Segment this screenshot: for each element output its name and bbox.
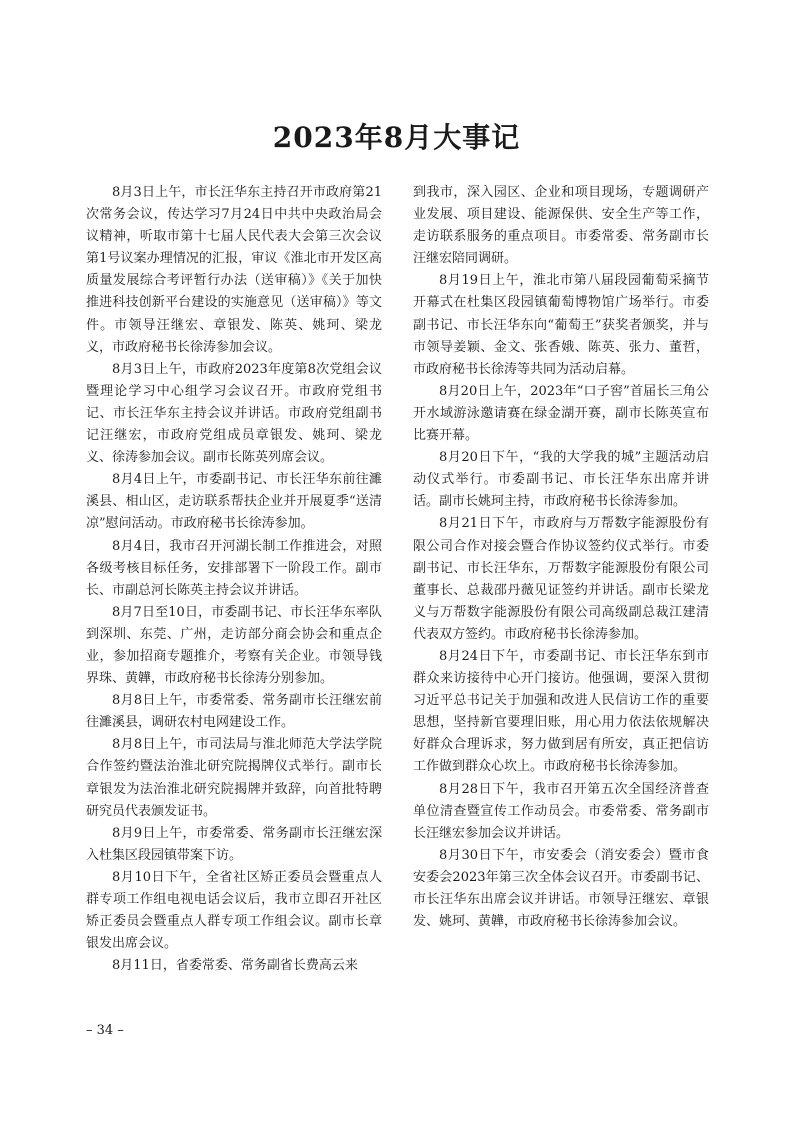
event-paragraph: 8月11日，省委常委、常务副省长费高云来: [112, 958, 358, 974]
event-paragraph: 8月9日上午，市委常委、常务副市长汪继宏深入杜集区段园镇带案下访。: [86, 825, 382, 863]
event-paragraph: 8月20日下午，“我的大学我的城”主题活动启动仪式举行。市委副书记、市长汪华东出席并讲话。副市长姚珂主持，市政府秘书长徐涛参加。: [413, 450, 709, 510]
left-column: [86, 182, 382, 977]
event-paragraph: 8月10日下午，全省社区矫正委员会暨重点人群专项工作组电视电话会议后，我市立即召开社区矫正委员会暨重点人群专项工作组会议。副市长章银发出席会议。: [86, 869, 382, 952]
event-paragraph: 8月28日下午，我市召开第五次全国经济普查单位清查暨宣传工作动员会。市委常委、常务副市长汪继宏参加会议并讲话。: [413, 781, 709, 841]
event-paragraph: 8月8日上午，市司法局与淮北师范大学法学院合作签约暨法治淮北研究院揭牌仪式举行。副市长章银发为法治淮北研究院揭牌并致辞，向首批特聘研究员代表颁发证书。: [86, 737, 382, 819]
event-paragraph: 8月3日上午，市长汪华东主持召开市政府第21次常务会议，传达学习7月24日中共中央政治局会议精神，听取市第十七届人民代表大会第三次会议第1号议案办理情况的汇报，审议《淮北市开发区高质量发展综合考评暂行办法（送审稿）》《关于加快推进科技创新平台建设的实施意见（送审稿）》等文件。市领导汪继宏、章银发、陈英、姚珂、梁龙义，市政府秘书长徐涛参加会议。: [86, 185, 382, 355]
event-paragraph-continued: 到我市，深入园区、企业和项目现场，专题调研产业发展、项目建设、能源保供、安全生产等工作，走访联系服务的重点项目。市委常委、常务副市长汪继宏陪同调研。: [413, 185, 709, 267]
event-paragraph: 8月20日上午，2023年“口子窖”首届长三角公开水域游泳邀请赛在绿金湖开赛，副市长陈英宣布比赛开幕。: [413, 383, 709, 444]
event-paragraph: 8月21日下午，市政府与万帮数字能源股份有限公司合作对接会暨合作协议签约仪式举行。市委副书记、市长汪华东，万帮数字能源股份有限公司董事长、总裁邵丹薇见证签约并讲话。副市长梁龙义与万帮数字能源股份有限公司高级副总裁江建清代表双方签约。市政府秘书长徐涛参加。: [413, 516, 709, 642]
event-paragraph: 8月3日上午，市政府2023年度第8次党组会议暨理论学习中心组学习会议召开。市政府党组书记、市长汪华东主持会议并讲话。市政府党组副书记汪继宏，市政府党组成员章银发、姚珂、梁龙义、徐涛参加会议。副市长陈英列席会议。: [86, 361, 382, 466]
event-paragraph: 8月4日，我市召开河湖长制工作推进会，对照各级考核目标任务，安排部署下一阶段工作。副市长、市副总河长陈英主持会议并讲话。: [86, 538, 382, 598]
page-number: – 34 –: [86, 1023, 124, 1038]
event-paragraph: 8月4日上午，市委副书记、市长汪华东前往濉溪县、相山区，走访联系帮扶企业并开展夏季“送清凉”慰问活动。市政府秘书长徐涛参加。: [86, 472, 382, 532]
event-paragraph: 8月24日下午，市委副书记、市长汪华东到市群众来访接待中心开门接访。他强调，要深入贯彻习近平总书记关于加强和改进人民信访工作的重要思想，坚持新官要理旧账，用心用力依法依规解决好群众合理诉求，努力做到居有所安，真正把信访工作做到群众心坎上。市政府秘书长徐涛参加。: [413, 648, 709, 775]
event-paragraph: 8月7日至10日，市委副书记、市长汪华东率队到深圳、东莞、广州，走访部分商会协会和重点企业，参加招商专题推介，考察有关企业。市领导钱界珠、黄韡，市政府秘书长徐涛分别参加。: [86, 604, 382, 687]
right-column: [413, 182, 709, 933]
event-paragraph: 8月30日下午，市安委会（消安委会）暨市食安委会2023年第三次全体会议召开。市委副书记、市长汪华东出席会议并讲话。市领导汪继宏、章银发、姚珂、黄韡，市政府秘书长徐涛参加会议。: [413, 847, 709, 930]
page-title: 2023年8月大事记: [272, 121, 521, 154]
event-paragraph: 8月8日上午，市委常委、常务副市长汪继宏前往濉溪县，调研农村电网建设工作。: [86, 693, 382, 731]
event-paragraph: 8月19日上午，淮北市第八届段园葡萄采摘节开幕式在杜集区段园镇葡萄博物馆广场举行。市委副书记、市长汪华东向“葡萄王”获奖者颁奖，并与市领导姜颖、金文、张香娥、陈英、张力、董哲，市政府秘书长徐涛等共同为活动启幕。: [413, 273, 709, 377]
